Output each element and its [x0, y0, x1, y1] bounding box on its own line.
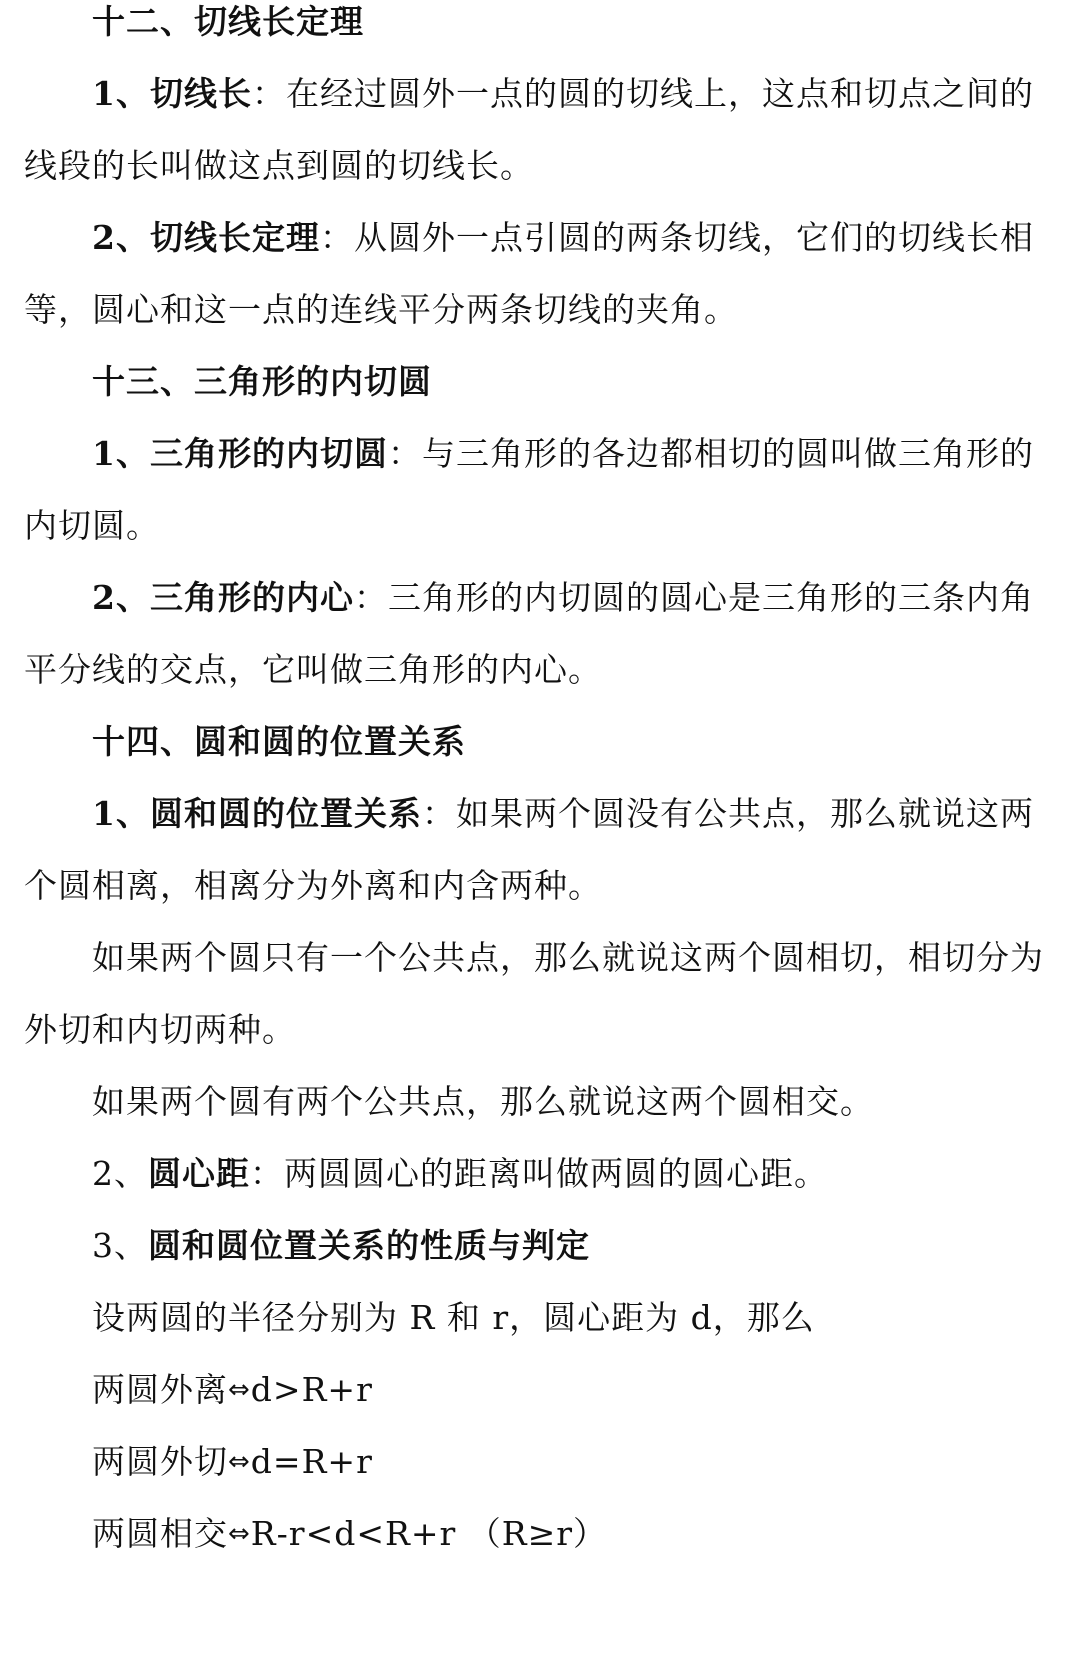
- s13-item1-line2: 内切圆。: [24, 506, 160, 545]
- iff-symbol: ⇔: [228, 1375, 251, 1405]
- relation-row-intersecting: [92, 1514, 1048, 1554]
- item-number: 1、: [92, 434, 150, 473]
- definition-text: ：在经过圆外一点的圆的切线上，这点和切点之间的: [251, 74, 1034, 113]
- section-13-heading: 十三、三角形的内切圆: [92, 362, 432, 401]
- definition-text: ：与三角形的各边都相切的圆叫做三角形的: [387, 434, 1034, 473]
- s13-item2-line1: [92, 578, 1048, 618]
- relation-condition: R-r<d<R+r （R≥r）: [250, 1514, 608, 1553]
- s12-item2-line1: [92, 218, 1048, 258]
- term-label: 圆心距: [148, 1154, 250, 1193]
- definition-text: ：如果两个圆没有公共点，那么就说这两: [421, 794, 1034, 833]
- s14-item1-line1: [92, 794, 1048, 834]
- relation-name: 两圆相交: [92, 1514, 228, 1553]
- relation-name: 两圆外离: [92, 1370, 228, 1409]
- s14-item3-intro: 设两圆的半径分别为 R 和 r，圆心距为 d，那么: [92, 1298, 815, 1337]
- relation-condition: d>R+r: [250, 1370, 373, 1409]
- item-number: 2、: [92, 218, 150, 257]
- s14-item2-line: [92, 1154, 1048, 1194]
- term-label: 切线长定理: [149, 218, 320, 257]
- s12-item1-line2: 线段的长叫做这点到圆的切线长。: [24, 146, 534, 185]
- item-number: 1、: [92, 74, 150, 113]
- s14-item1-line2: 个圆相离，相离分为外离和内含两种。: [24, 866, 602, 905]
- s12-item1-line1: [92, 74, 1048, 114]
- term-label: 圆和圆位置关系的性质与判定: [148, 1226, 590, 1265]
- s14-item1-para3: 如果两个圆有两个公共点，那么就说这两个圆相交。: [92, 1082, 874, 1121]
- term-label: 圆和圆的位置关系: [149, 794, 422, 833]
- term-label: 三角形的内切圆: [149, 434, 388, 473]
- relation-name: 两圆外切: [92, 1442, 228, 1481]
- term-label: 三角形的内心: [149, 578, 354, 617]
- item-number: 1、: [92, 794, 150, 833]
- item-number: 3、: [92, 1226, 148, 1265]
- s13-item2-line2: 平分线的交点，它叫做三角形的内心。: [24, 650, 602, 689]
- definition-text: ：三角形的内切圆的圆心是三角形的三条内角: [353, 578, 1034, 617]
- iff-symbol: ⇔: [228, 1447, 251, 1477]
- item-number: 2、: [92, 578, 150, 617]
- section-12-heading: 十二、切线长定理: [92, 2, 364, 41]
- s12-item2-line2: 等，圆心和这一点的连线平分两条切线的夹角。: [24, 290, 738, 329]
- s14-item1-para2-line2: 外切和内切两种。: [24, 1010, 296, 1049]
- term-label: 切线长: [149, 74, 252, 113]
- section-14-heading: 十四、圆和圆的位置关系: [92, 722, 466, 761]
- relation-condition: d=R+r: [250, 1442, 373, 1481]
- s14-item3-heading: [92, 1226, 1048, 1266]
- s13-item1-line1: [92, 434, 1048, 474]
- relation-row-external-separate: [92, 1370, 1048, 1410]
- item-number: 2、: [92, 1154, 148, 1193]
- definition-text: ：两圆圆心的距离叫做两圆的圆心距。: [250, 1154, 828, 1193]
- iff-symbol: ⇔: [228, 1519, 251, 1549]
- s14-item1-para2-line1: 如果两个圆只有一个公共点，那么就说这两个圆相切，相切分为: [92, 938, 1044, 977]
- relation-row-external-tangent: [92, 1442, 1048, 1482]
- definition-text: ：从圆外一点引圆的两条切线，它们的切线长相: [319, 218, 1034, 257]
